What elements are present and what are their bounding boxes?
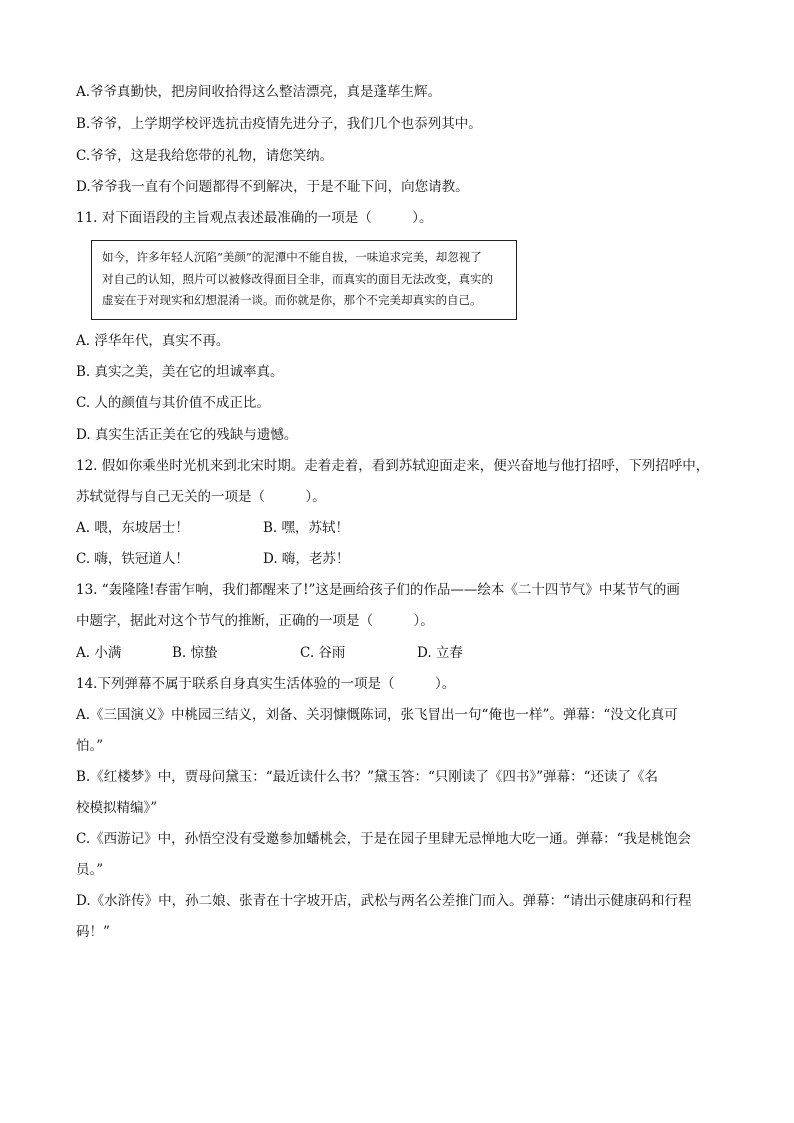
q13-option-b: B. 惊蛰 — [172, 645, 218, 661]
q12-option-d: D. 嗨，老苏！ — [263, 551, 350, 567]
q11-option-a: A. 浮华年代，真实不再。 — [76, 333, 230, 349]
q11-passage-box — [91, 240, 517, 320]
q14-option-d-line-2: 码！” — [76, 924, 110, 940]
q12-stem-line-1: 12. 假如你乘坐时光机来到北宋时期。走着走着，看到苏轼迎面走来，便兴奋地与他打招呼，下列招呼中， — [76, 458, 710, 474]
q10-option-b: B.爷爷，上学期学校评选抗击疫情先进分子，我们几个也忝列其中。 — [76, 116, 482, 132]
q11-passage-line-1: 如今，许多年轻人沉陷“美颜”的泥潭中不能自拔，一味追求完美，却忽视了 — [102, 250, 482, 264]
q12-option-c: C. 嗨，铁冠道人！ — [76, 551, 189, 567]
q14-option-c-line-2: 员。” — [76, 862, 104, 878]
q12-option-a: A. 喂，东坡居士！ — [76, 520, 189, 536]
q13-option-d: D. 立春 — [417, 645, 463, 661]
q14-option-a-line-1: A.《三国演义》中桃园三结义，刘备、关羽慷慨陈词，张飞冒出一句“俺也一样”。弹幕：“没文化真可 — [76, 707, 678, 723]
q11-option-b: B. 真实之美，美在它的坦诚率真。 — [76, 364, 284, 380]
q13-stem-line-2: 中题字，据此对这个节气的推断，正确的一项是（ ）。 — [76, 613, 434, 629]
q11-passage-line-2: 对自己的认知，照片可以被修改得面目全非，而真实的面目无法改变，真实的 — [102, 272, 493, 286]
q11-stem: 11. 对下面语段的主旨观点表述最准确的一项是（ ）。 — [76, 210, 433, 226]
q14-stem: 14.下列弹幕不属于联系自身真实生活体验的一项是（ ）。 — [76, 676, 456, 692]
q11-option-c: C. 人的颜值与其价值不成正比。 — [76, 395, 270, 411]
q14-option-b-line-2: 校模拟精编》” — [76, 800, 158, 816]
q14-option-b-line-1: B.《红楼梦》中，贾母问黛玉：“最近读什么书？”黛玉答：“只刚读了《四书》”弹幕：“还读了《名 — [76, 769, 658, 785]
q14-option-a-line-2: 怕。” — [76, 738, 104, 754]
q10-option-d: D.爷爷我一直有个问题都得不到解决，于是不耻下问，向您请教。 — [76, 179, 469, 195]
q11-option-d: D. 真实生活正美在它的残缺与遗憾。 — [76, 427, 298, 443]
q14-option-d-line-1: D.《水浒传》中，孙二娘、张青在十字坡开店，武松与两名公差推门而入。弹幕：“请出示健康码和行程 — [76, 893, 692, 909]
q12-option-b: B. 嘿，苏轼！ — [263, 520, 350, 536]
q11-passage-line-3: 虚妄在于对现实和幻想混淆一谈。而你就是你，那个不完美却真实的自己。 — [102, 293, 482, 307]
q13-option-a: A. 小满 — [76, 645, 122, 661]
q10-option-a: A.爷爷真勤快，把房间收拾得这么整洁漂亮，真是蓬荜生辉。 — [76, 84, 442, 100]
q14-option-c-line-1: C.《西游记》中，孙悟空没有受邀参加蟠桃会，于是在园子里肆无忌惮地大吃一通。弹幕：“我是桃饱会 — [76, 831, 692, 847]
q10-option-c: C.爷爷，这是我给您带的礼物，请您笑纳。 — [76, 148, 334, 164]
q13-option-c: C. 谷雨 — [300, 645, 346, 661]
q13-stem-line-1: 13. “轰隆隆!春雷乍响，我们都醒来了!”这是画给孩子们的作品——绘本《二十四节气》中某节气的画 — [76, 582, 680, 598]
q12-stem-line-2: 苏轼觉得与自己无关的一项是（ ）。 — [76, 489, 326, 505]
